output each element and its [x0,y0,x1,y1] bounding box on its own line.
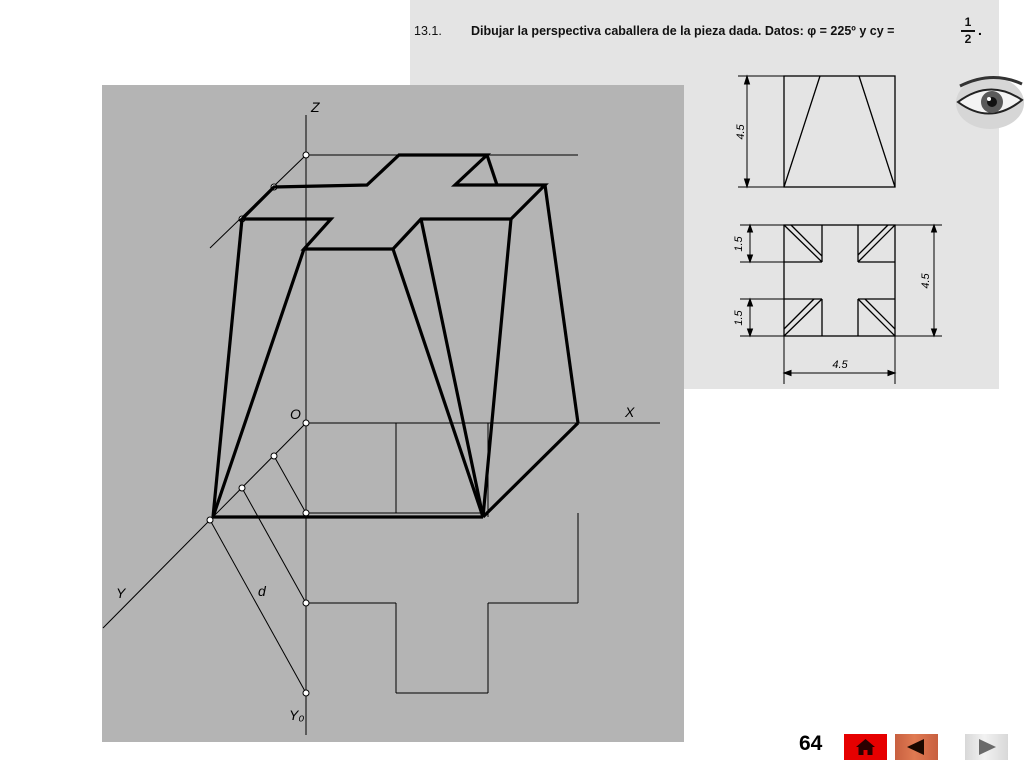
home-icon [844,734,887,760]
fraction-end: . [978,22,982,38]
plan-view [784,225,895,336]
fraction-denominator: 2 [964,31,972,46]
axis-label-z: Z [311,99,320,115]
fraction-numerator: 1 [964,15,972,29]
next-button[interactable] [965,734,1008,760]
problem-number: 13.1. [414,24,442,38]
page-number: 64 [799,732,823,755]
eye-icon [956,77,1024,129]
axis-label-origin: O [290,406,301,422]
plan-dimension-top-label: 1.5 [733,236,745,252]
prev-arrow-icon [895,734,938,760]
axis-labels [116,99,635,723]
home-button[interactable] [844,734,887,760]
axis-label-y: Y [116,585,126,601]
plan-side-label: 4.5 [920,273,932,289]
elevation-view [784,76,895,187]
axis-label-x: X [625,404,635,420]
elevation-height-label: 4.5 [735,124,747,140]
problem-statement: Dibujar la perspectiva caballera de la pieza dada. Datos: φ = 225º y cy = [471,24,895,38]
next-arrow-icon [965,734,1008,760]
axis-label-y0: Y₀ [289,707,305,723]
previous-button[interactable] [895,734,938,760]
plan-width-label: 4.5 [832,359,848,371]
plan-dimension-bottom-label: 1.5 [733,310,745,326]
axis-label-d: d [258,583,266,599]
